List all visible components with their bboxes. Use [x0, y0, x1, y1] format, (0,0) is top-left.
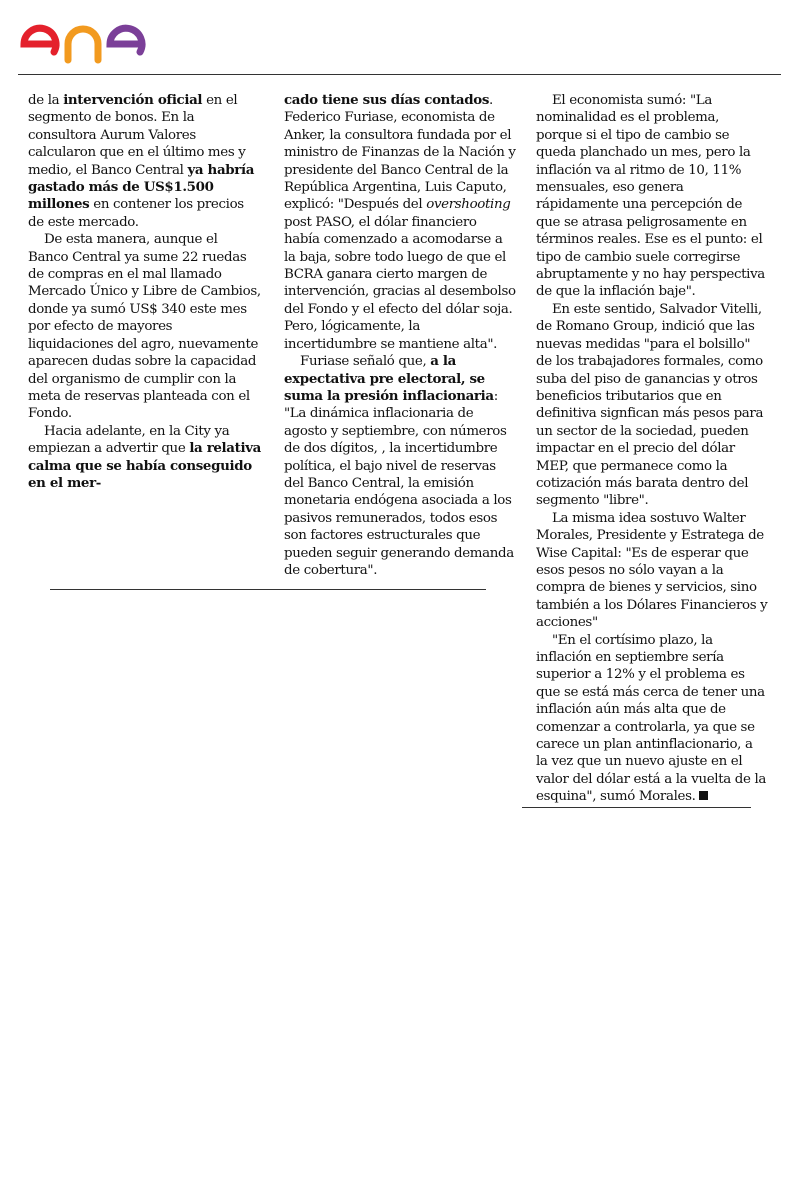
paragraph: Hacia adelante, en la City ya empiezan a advertir que la relativa calma que se había conseguido en el mer-: [28, 423, 261, 491]
paragraph: "En el cortísimo plazo, la inflación en septiembre sería superior a 12% y el problema es que se está más cerca de tener una inflación aún más alta que de comenzar a controlarla, ya que se carece un plan antinflacionario, a la vez que un nuevo ajuste en el valor del dólar está a la vuelta de la esquina", sumó Morales.: [536, 632, 767, 805]
end-of-article-mark-icon: [699, 791, 708, 800]
article-column-1: [28, 92, 261, 492]
paragraph: De esta manera, aunque el Banco Central ya sume 22 ruedas de compras en el mal llamado Mercado Único y Libre de Cambios, donde ya sumó US$ 340 este mes por efecto de mayores liquidaciones del agro, nuevamente aparecen dudas sobre la capacidad del organismo de cumplir con la meta de reservas planteada con el Fondo.: [28, 232, 261, 422]
column-divider-rule: [50, 589, 486, 590]
header-rule: [18, 74, 781, 75]
article-column-2: [284, 92, 516, 579]
article-column-3: [536, 92, 768, 806]
paragraph: El economista sumó: "La nominalidad es el problema, porque si el tipo de cambio se queda planchado un mes, pero la inflación va al ritmo de 10, 11% mensuales, eso genera rápidamente una percepción de que se atrasa peligrosamente en términos reales. Ese es el punto: el tipo de cambio suele corregirse abruptamente y no hay perspectiva de que la inflación baje".: [536, 93, 765, 300]
end-rule: [522, 807, 751, 808]
paragraph: En este sentido, Salvador Vitelli, de Romano Group, indició que las nuevas medidas "para el bolsillo" de los trabajadores formales, como suba del piso de ganancias y otros beneficios tributarios que en definitiva signfican más pesos para un sector de la sociedad, pueden impactar en el precio del dólar MEP, que permanece como la cotización más barata dentro del segmento "libre".: [536, 301, 764, 509]
paragraph: cado tiene sus días contados. Federico Furiase, economista de Anker, la consultora fundada por el ministro de Finanzas de la Nación y presidente del Banco Central de la República Argentina, Luis Caputo, explicó: "Después del overshooting post PASO, el dólar financiero había comenzado a acomodarse a la baja, sobre todo luego de que el BCRA ganara cierto margen de intervención, gracias al desembolso del Fondo y el efecto del dólar soja. Pero, lógicamente, la incertidumbre se mantiene alta".: [284, 92, 516, 352]
paragraph: de la intervención oficial en el segmento de bonos. En la consultora Aurum Valores calcularon que en el último mes y medio, el Banco Central ya habría gastado más de US$1.500 millones en contener los precios de este mercado.: [28, 92, 255, 230]
enel-logo: [16, 4, 186, 68]
paragraph: La misma idea sostuvo Walter Morales, Presidente y Estratega de Wise Capital: "Es de esperar que esos pesos no sólo vayan a la compra de bienes y servicios, sino también a los Dólares Financieros y acciones": [536, 510, 768, 631]
paragraph: Furiase señaló que, a la expectativa pre electoral, se suma la presión inflacionaria: "La dinámica inflacionaria de agosto y septiembre, con números de dos dígitos, , la incertidumbre política, el bajo nivel de reservas del Banco Central, la emisión monetaria endógena asociada a los pasivos remunerados, todos esos son factores estructurales que pueden seguir generando demanda de cobertura".: [284, 353, 514, 578]
